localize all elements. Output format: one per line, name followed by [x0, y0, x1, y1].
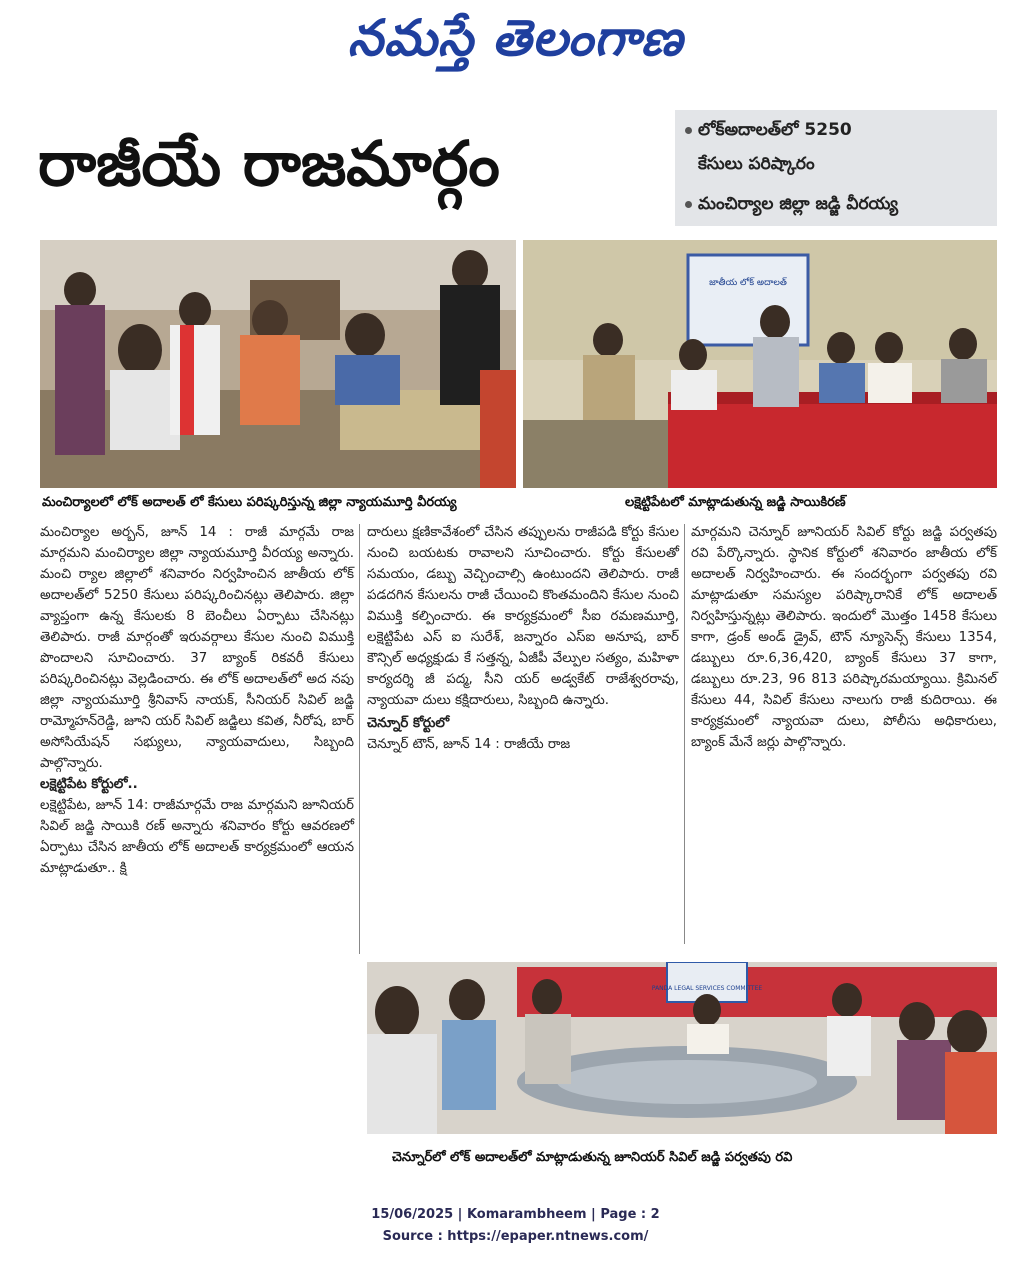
photo-luxettipet-court — [523, 240, 997, 488]
article-column-1 — [40, 522, 354, 879]
subheading-chennur: చెన్నూర్ కోర్టులో — [367, 716, 450, 731]
column-divider — [359, 524, 360, 954]
bullet-icon — [685, 201, 692, 208]
page-title: రాజీయే రాజమార్గం — [38, 127, 500, 200]
highlight-item — [685, 194, 898, 218]
caption-photo3: చెన్నూర్‌లో లోక్ అదాలత్‌లో మాట్లాడుతున్న జూనియర్ సివిల్ జడ్జి పర్వతపు రవి — [392, 1150, 793, 1165]
article-paragraph: దారులు క్షణికావేశంలో చేసిన తప్పులను రాజీపడి కోర్టు కేసుల నుంచి బయటకు రావాలని సూచించారు. కోర్టు కేసులతో సమయం, డబ్బు వెచ్చించాల్సి ఉంటుందని తెలిపారు. రాజీ పడదగిన కేసులను రాజీ చేయించి కొంతమందిని కేసుల నుంచి విముక్తి కల్పించారు. ఈ కార్యక్రమంలో సీఐ రమణమూర్తి, లక్షెట్టిపేట ఎస్ ఐ సురేశ్, జన్నారం ఎస్ఐ అనూష, బార్ కౌన్సిల్ అధ్యక్షుడు కే సత్తన్న, ఏజీపీ వేల్పుల సత్యం, మహిళా కార్యదర్శి జీ పద్మ, సీని యర్ అడ్వకేట్ రాజేశ్వరరావు, న్యాయవా దులు కక్షిదారులు, సిబ్బంది ఉన్నారు. — [367, 525, 679, 708]
photo-chennur-court — [367, 962, 997, 1134]
caption-photo2: లక్షెట్టిపేటలో మాట్లాడుతున్న జడ్జి సాయికిరణ్ — [625, 495, 846, 510]
caption-photo1: మంచిర్యాలలో లోక్ అదాలత్ లో కేసులు పరిష్కరిస్తున్న జిల్లా న్యాయమూర్తి వీరయ్య — [42, 495, 457, 510]
banner-title: జాతీయ లోక్ అదాలత్ — [709, 278, 787, 288]
highlight-text: మంచిర్యాల జిల్లా జడ్జి వీరయ్య — [698, 194, 899, 214]
article-column-2 — [367, 522, 679, 755]
article-column-3 — [691, 522, 997, 753]
highlight-item — [698, 154, 815, 178]
subheading-luxettipet: లక్షెట్టిపేట కోర్టులో.. — [40, 777, 138, 792]
article-paragraph: మార్గమని చెన్నూర్ జూనియర్ సివిల్ కోర్టు జడ్జి పర్వతపు రవి పేర్కొన్నారు. స్థానిక కోర్టులో శనివారం జాతీయ లోక్ అదాలత్ నిర్వహించారు. ఈ సందర్భంగా పర్వతపు రవి మాట్లాడుతూ సమస్యల పరిష్కారానికే లోక్ అదాలత్ నిర్వహిస్తున్నట్లు తెలిపారు. ఇందులో మొత్తం 1458 కేసులు కాగా, డ్రంక్ అండ్ డ్రైవ్, టౌన్ న్యూసెన్స్ కేసులు 1354, డబ్బులు రూ.6,36,420, బ్యాంక్ కేసులు 37 కాగా, డబ్బులు రూ.23, 96 813 పరిష్కారమయ్యాయి. క్రిమినల్ కేసులు 44, సివిల్ కేసులు నాలుగు రాజీ కుదిరాయి. ఈ కార్యక్రమంలో న్యాయవా దులు, పోలీసు అధికారులు, బ్యాంక్ మేనే జర్లు పాల్గొన్నారు. — [691, 525, 997, 750]
bullet-icon — [685, 127, 692, 134]
article-paragraph: లక్షెట్టిపేట, జూన్ 14: రాజీమార్గమే రాజ మార్గమని జూనియర్ సివిల్ జడ్జి సాయికి రణ్ అన్నారు శనివారం కోర్టు ఆవరణలో ఏర్పాటు చేసిన జాతీయ లోక్ అదాలత్ కార్యక్రమంలో ఆయన మాట్లాడుతూ.. క్షి — [40, 798, 354, 876]
highlight-item — [685, 120, 852, 144]
highlights-box — [675, 110, 997, 226]
footer-source-link[interactable]: Source : https://epaper.ntnews.com/ — [382, 1229, 649, 1244]
photo-mancherial-court — [40, 240, 516, 488]
article-paragraph: చెన్నూర్ టౌన్, జూన్ 14 : రాజీయే రాజ — [367, 737, 571, 752]
banner-subtitle: PANDA LEGAL SERVICES COMMITTEE — [651, 985, 763, 992]
masthead-logo: నమస్తే తెలంగాణ — [347, 8, 684, 67]
footer-date-edition: 15/06/2025 | Komarambheem | Page : 2 — [371, 1207, 660, 1222]
article-paragraph: మంచిర్యాల అర్బన్, జూన్ 14 : రాజీ మార్గమే రాజ మార్గమని మంచిర్యాల జిల్లా న్యాయమూర్తి వీరయ్య అన్నారు. మంచి ర్యాల జిల్లాలో శనివారం నిర్వహించిన జాతీయ లోక్ అదాలత్‌లో 5250 కేసులు పరిష్కరించినట్లు తెలిపారు. జిల్లా వ్యాప్తంగా ఉన్న కేసులకు 8 బెంచీలు ఏర్పాటు చేసినట్లు తెలిపారు. రాజీ మార్గంతో ఇరువర్గాలు కేసుల నుంచి విముక్తి పొందాలని సూచించారు. 37 బ్యాంక్ రికవరీ కేసులు పరిష్కరించినట్లు వెల్లడించారు. ఈ లోక్ అదాలత్‌లో అద నపు జిల్లా న్యాయమూర్తి శ్రీనివాస్ నాయక్, సీనియర్ సివిల్ జడ్జి రామ్మోహన్‌రెడ్డి, జూని యర్ సివిల్ జడ్జిలు కవిత, నీరోష, బార్ అసోసియేషన్ సభ్యులు, న్యాయవాదులు, సిబ్బంది పాల్గొన్నారు. — [40, 525, 354, 771]
highlight-text: లోక్‌అదాలత్‌లో 5250 — [698, 120, 852, 140]
highlight-text: కేసులు పరిష్కారం — [698, 154, 815, 174]
column-divider — [684, 524, 685, 944]
